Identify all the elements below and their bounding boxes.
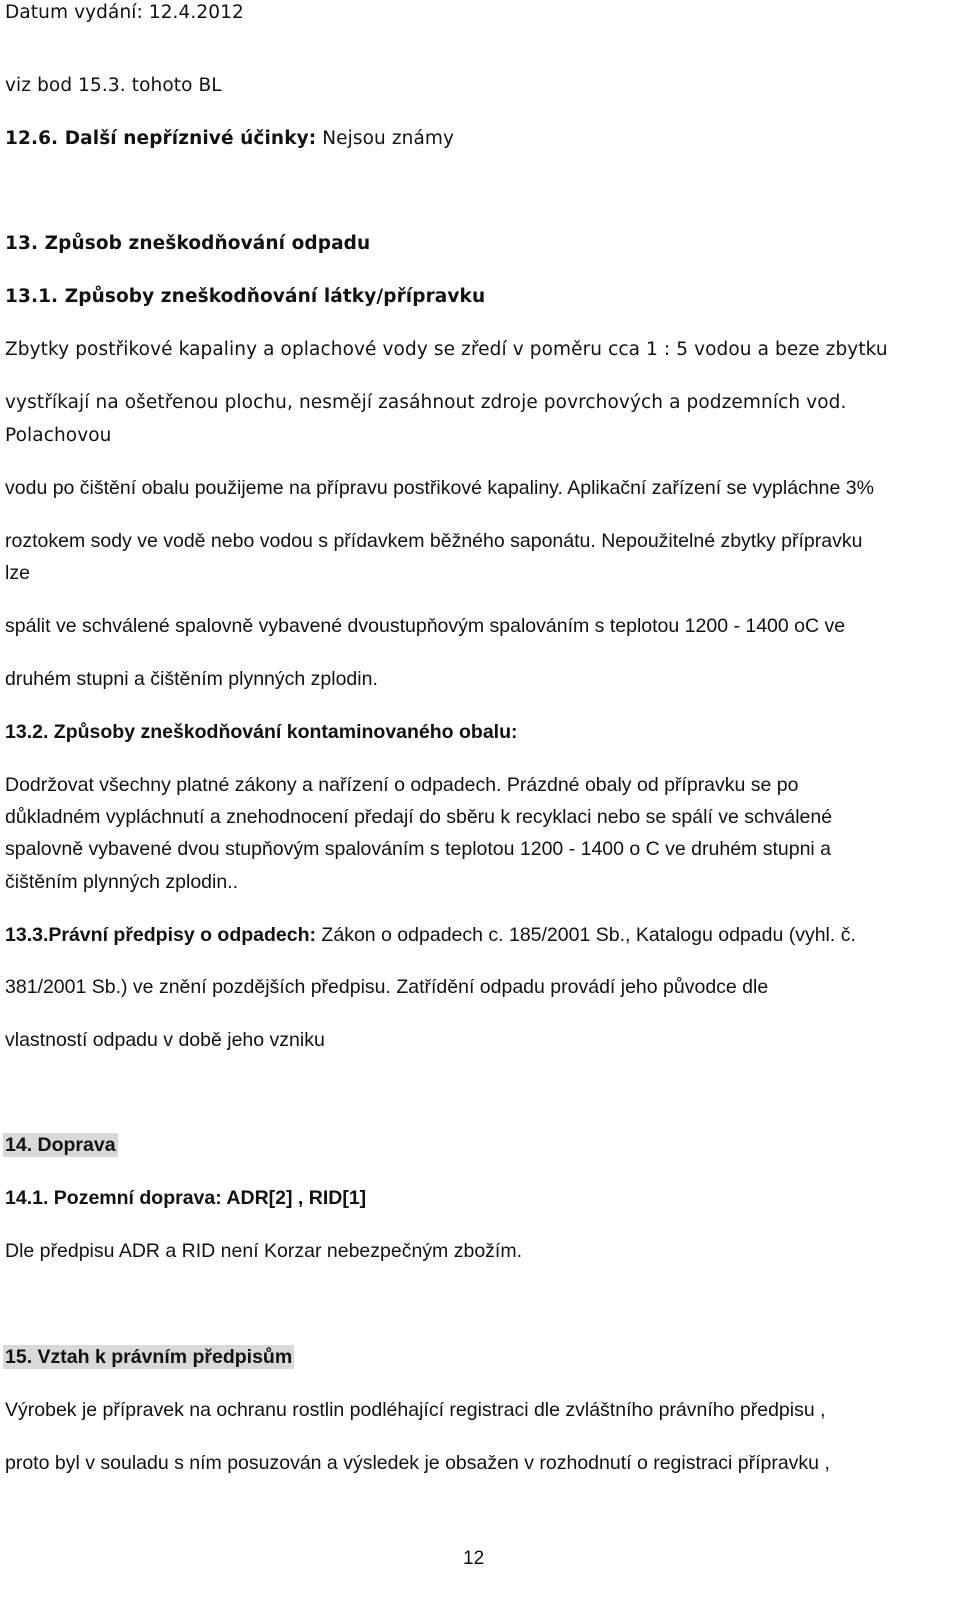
paragraph-line: proto byl v souladu s ním posuzován a výsledek je obsažen v rozhodnutí o registraci přípravku , [5,1452,830,1474]
paragraph-line: spalovně vybavené dvou stupňovým spalováním s teplotou 1200 - 1400 o C ve druhém stupni a [5,838,832,860]
section-13-heading: 13. Způsob zneškodňování odpadu [5,233,371,254]
paragraph-line: Zbytky postřikové kapaliny a oplachové vody se zředí v poměru cca 1 : 5 vodou a beze zbytku [5,339,888,360]
section-14-heading-text: 14. Doprava [5,1134,116,1156]
section-14-1-heading: 14.1. Pozemní doprava: ADR[2] , RID[1] [5,1187,367,1209]
paragraph-line: vlastností odpadu v době jeho vzniku [5,1029,325,1051]
section-13-3-text: Zákon o odpadech c. 185/2001 Sb., Katalogu odpadu (vyhl. č. [316,924,856,946]
paragraph-line: čištěním plynných zplodin.. [5,871,239,893]
section-14-heading [5,1136,118,1156]
section-15-heading [5,1348,294,1368]
section-12-6-heading: 12.6. Další nepříznivé účinky: [5,128,317,149]
paragraph-line: vodu po čištění obalu použijeme na přípravu postřikové kapaliny. Aplikační zařízení se vypláchne 3% [5,477,874,499]
section-13-3 [5,926,856,946]
paragraph-line: spálit ve schválené spalovně vybavené dvoustupňovým spalováním s teplotou 1200 - 1400 oC ve [5,615,846,637]
paragraph-line: roztokem sody ve vodě nebo vodou s přídavkem běžného saponátu. Nepoužitelné zbytky přípravku [5,530,863,552]
section-13-2-heading: 13.2. Způsoby zneškodňování kontaminovaného obalu: [5,721,518,743]
paragraph-line: 381/2001 Sb.) ve znění pozdějších předpisu. Zatřídění odpadu provádí jeho původce dle [5,976,769,998]
paragraph-line: Výrobek je přípravek na ochranu rostlin podléhající registraci dle zvláštního právního předpisu , [5,1399,826,1421]
reference-note: viz bod 15.3. tohoto BL [5,75,222,96]
section-13-3-heading: 13.3.Právní předpisy o odpadech: [5,924,317,946]
section-12-6-text: Nejsou známy [316,128,455,149]
page-number: 12 [463,1548,485,1569]
issue-date: Datum vydání: 12.4.2012 [5,2,244,23]
paragraph-line: lze [5,562,30,584]
paragraph-line: vystříkají na ošetřenou plochu, nesmějí zasáhnout zdroje povrchových a podzemních vod. [5,392,847,413]
section-15-heading-text: 15. Vztah k právním předpisům [5,1346,293,1368]
paragraph-line: druhém stupni a čištěním plynných zplodin. [5,668,378,690]
section-13-1-heading: 13.1. Způsoby zneškodňování látky/přípravku [5,286,486,307]
section-12-6 [5,130,454,149]
paragraph-line: Dle předpisu ADR a RID není Korzar nebezpečným zbožím. [5,1240,522,1262]
paragraph-line: důkladném vypláchnutí a znehodnocení předají do sběru k recyklaci nebo se spálí ve schválené [5,806,833,828]
paragraph-line: Dodržovat všechny platné zákony a nařízení o odpadech. Prázdné obaly od přípravku se po [5,774,799,796]
paragraph-line: Polachovou [5,425,112,446]
